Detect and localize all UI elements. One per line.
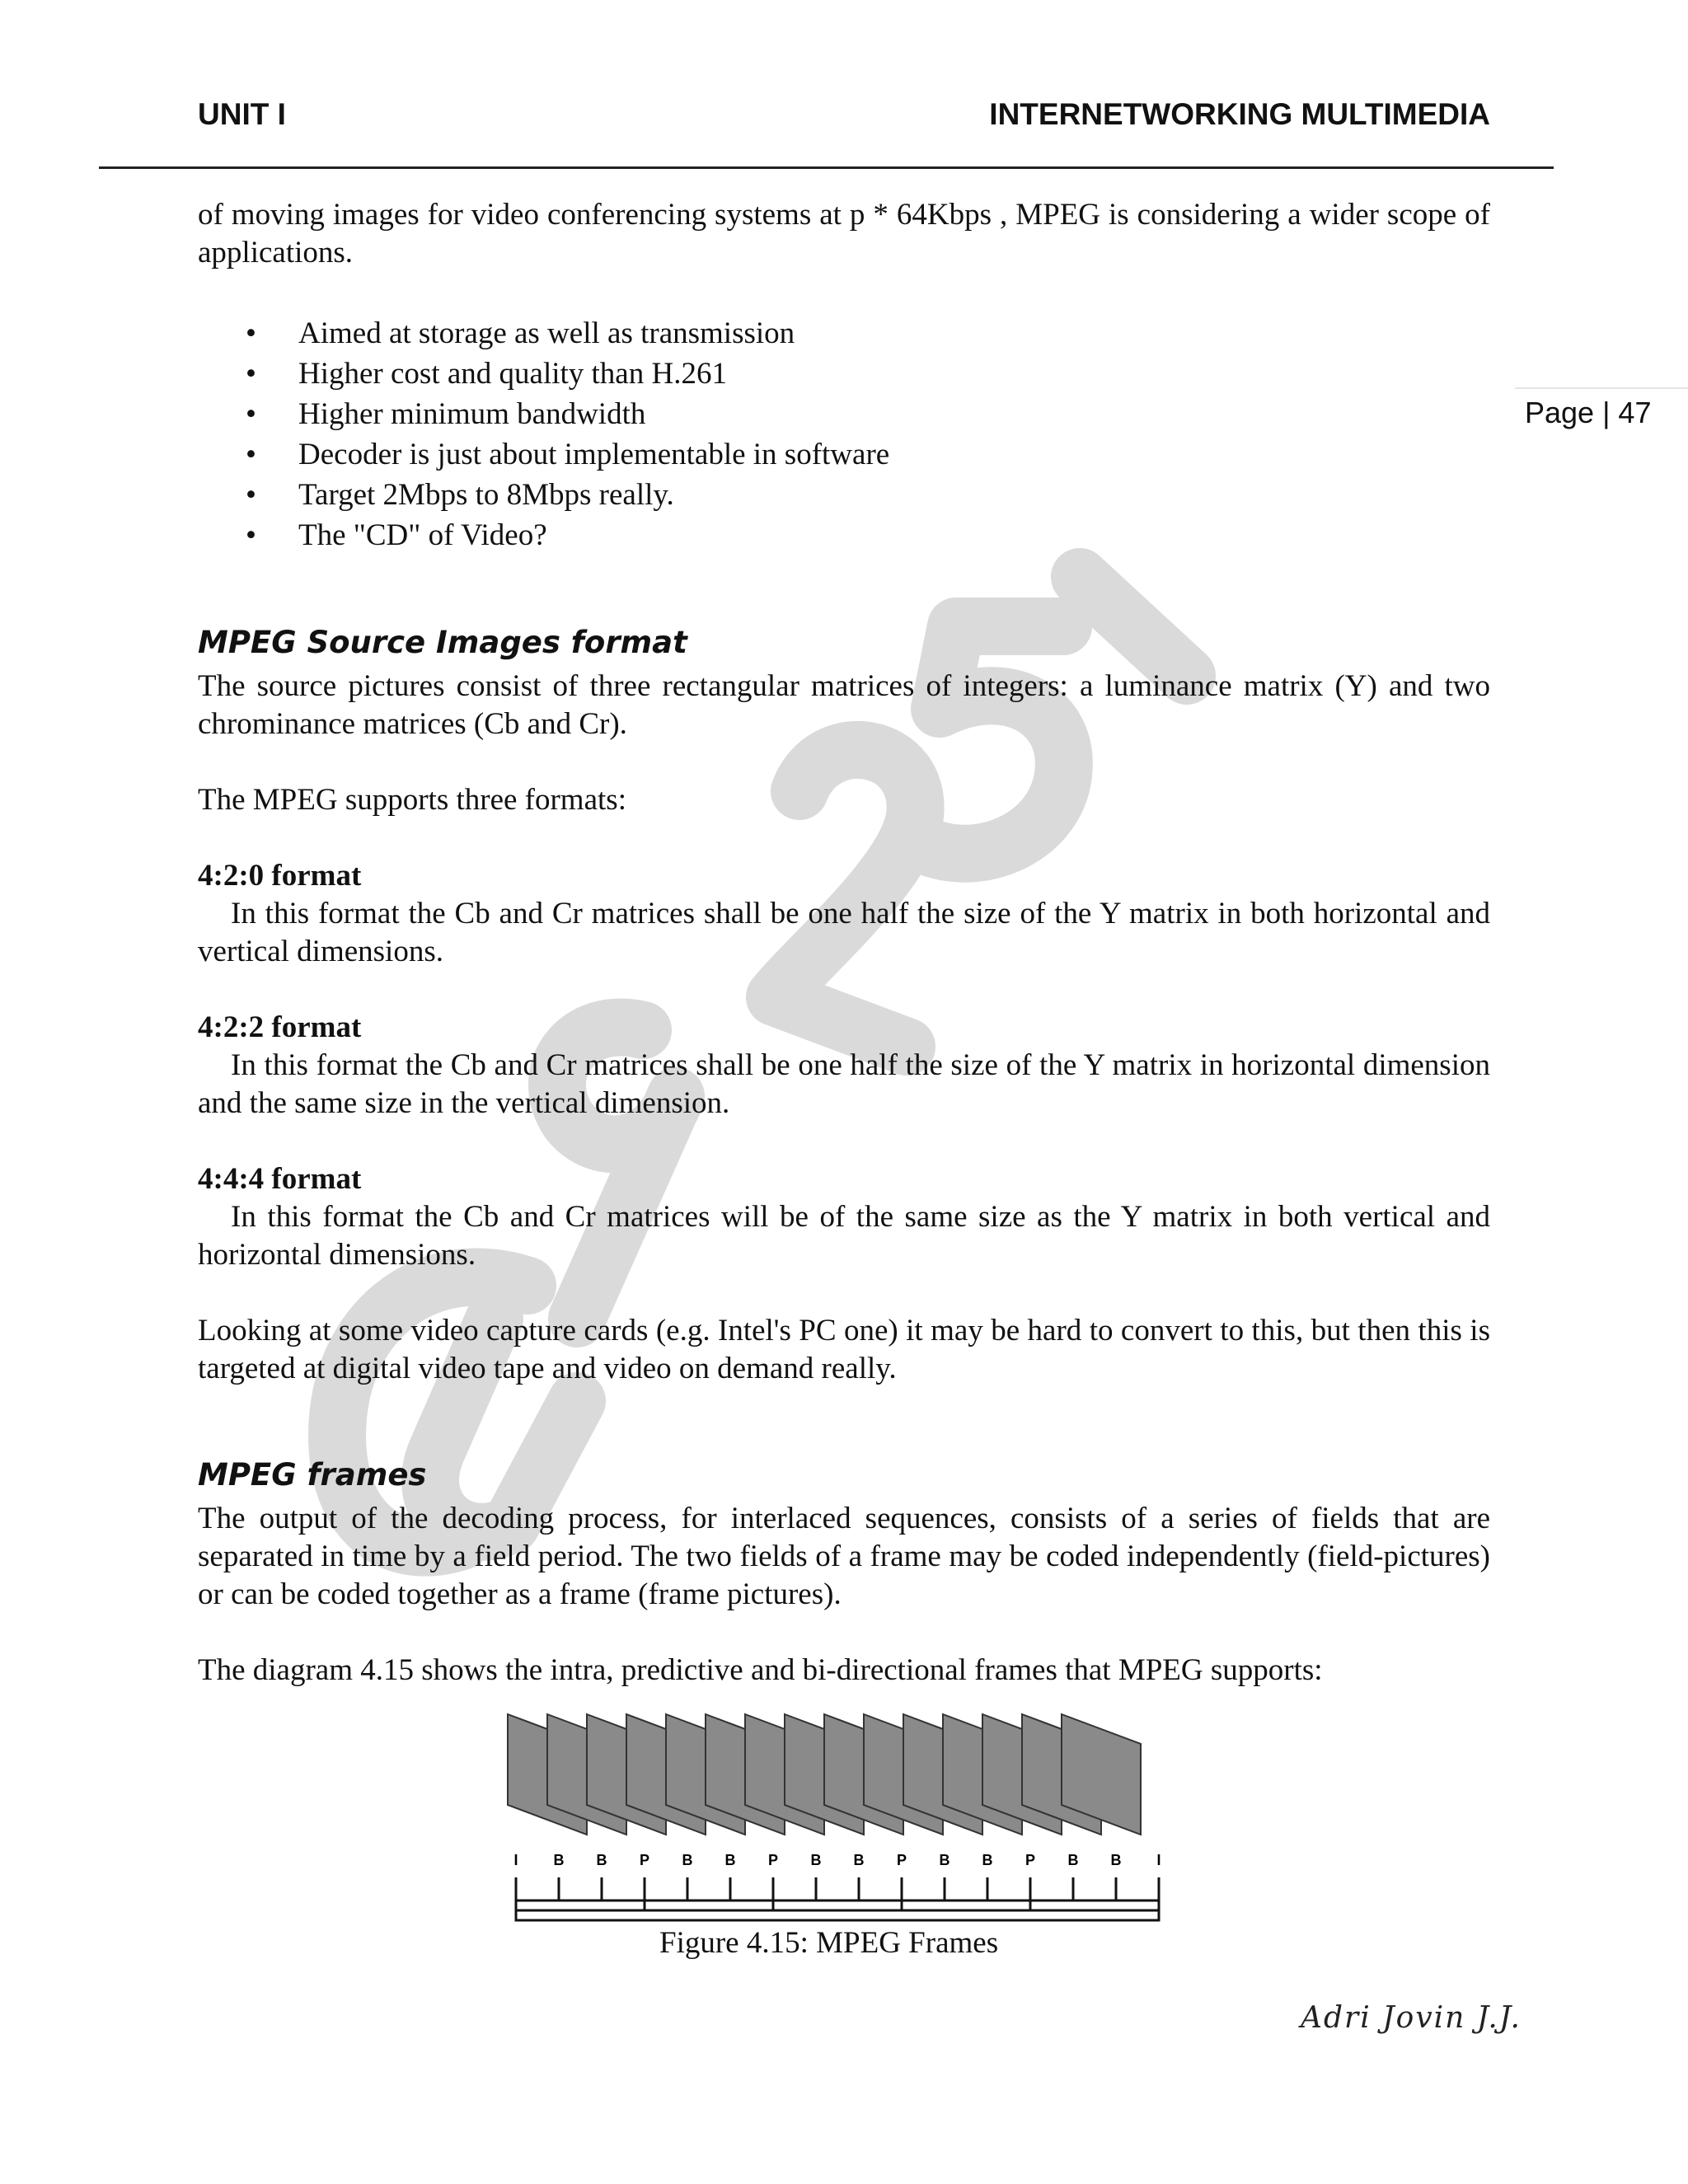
frame-type-label: B — [810, 1852, 822, 1868]
page-number — [1515, 387, 1688, 430]
frames-paragraph-2: The diagram 4.15 shows the intra, predictive and bi-directional frames that MPEG supports: — [198, 1653, 1323, 1687]
intro-paragraph: of moving images for video conferencing systems at p * 64Kbps , MPEG is considering a wider scope of applications. — [198, 198, 1490, 269]
figure-caption-text: Figure 4.15: MPEG Frames — [659, 1926, 999, 1960]
list-item: • The "CD" of Video? — [198, 515, 1490, 555]
list-item: • Aimed at storage as well as transmission — [198, 313, 1490, 354]
frame-type-label: B — [724, 1852, 736, 1868]
frame-labels — [513, 1852, 1160, 1868]
header-title: INTERNETWORKING MULTIMEDIA — [989, 97, 1490, 131]
format-heading-422: 4:2:2 format — [198, 1010, 362, 1044]
frame-type-label: B — [553, 1852, 565, 1868]
frame-type-label: B — [853, 1852, 865, 1868]
group-bracket — [902, 1900, 1030, 1910]
group-bracket — [516, 1900, 645, 1910]
source-paragraph-1: The source pictures consist of three rectangular matrices of integers: a luminance matrix (Y) and two chrominance matrices (Cb and Cr). — [198, 669, 1490, 741]
frame-type-label: B — [1067, 1852, 1079, 1868]
unit-label: UNIT I — [198, 97, 286, 131]
frame-type-label: P — [1025, 1852, 1036, 1868]
feature-list — [198, 313, 1490, 555]
format-heading-444: 4:4:4 format — [198, 1162, 362, 1196]
source-paragraph-3: Looking at some video capture cards (e.g. Intel's PC one) it may be hard to convert to this, but then this is targeted at digital video tape and video on demand really. — [198, 1314, 1490, 1385]
mpeg-frames-figure — [506, 1713, 1182, 1927]
page-content — [198, 196, 1490, 1690]
list-item: • Higher minimum bandwidth — [198, 394, 1490, 434]
format-text-444: In this format the Cb and Cr matrices will be of the same size as the Y matrix in both vertical and horizontal dimensions. — [198, 1200, 1490, 1272]
frame-type-label: B — [1110, 1852, 1122, 1868]
page-header — [198, 97, 1490, 138]
frame-type-label: I — [513, 1852, 518, 1868]
source-paragraph-2: The MPEG supports three formats: — [198, 783, 626, 817]
author-signature: Adri Jovin J.J. — [1301, 2001, 1522, 2035]
frame-type-label: P — [639, 1852, 650, 1868]
frame-type-label: I — [1156, 1852, 1161, 1868]
frame-type-label: B — [596, 1852, 607, 1868]
frame-type-label: P — [896, 1852, 907, 1868]
frame-type-label: P — [767, 1852, 779, 1868]
frame-type-label: B — [939, 1852, 950, 1868]
group-bracket — [645, 1900, 773, 1910]
list-item: • Target 2Mbps to 8Mbps really. — [198, 475, 1490, 515]
format-text-422: In this format the Cb and Cr matrices shall be one half the size of the Y matrix in horizontal dimension and the same size in the vertical dimension. — [198, 1048, 1490, 1120]
header-rule — [99, 166, 1554, 169]
frame-dependency-lines — [516, 1877, 1159, 1920]
section-heading-source-format: MPEG Source Images format — [198, 625, 687, 660]
group-bracket — [773, 1900, 902, 1910]
section-heading-frames: MPEG frames — [198, 1457, 427, 1493]
group-bracket — [1030, 1900, 1159, 1910]
frames-paragraph-1: The output of the decoding process, for interlaced sequences, consists of a series of fields that are separated in time by a field period. The two fields of a frame may be coded independently (field-pictures) or can be coded together as a frame (frame pictures). — [198, 1502, 1490, 1611]
page-number-label: Page | 47 — [1525, 396, 1652, 429]
frame-type-label: B — [682, 1852, 693, 1868]
format-heading-420: 4:2:0 format — [198, 859, 362, 893]
list-item: • Higher cost and quality than H.261 — [198, 354, 1490, 394]
frame-type-label: B — [982, 1852, 993, 1868]
frame-stack — [508, 1714, 1141, 1835]
list-item: • Decoder is just about implementable in software — [198, 434, 1490, 475]
format-text-420: In this format the Cb and Cr matrices shall be one half the size of the Y matrix in both horizontal and vertical dimensions. — [198, 897, 1490, 968]
